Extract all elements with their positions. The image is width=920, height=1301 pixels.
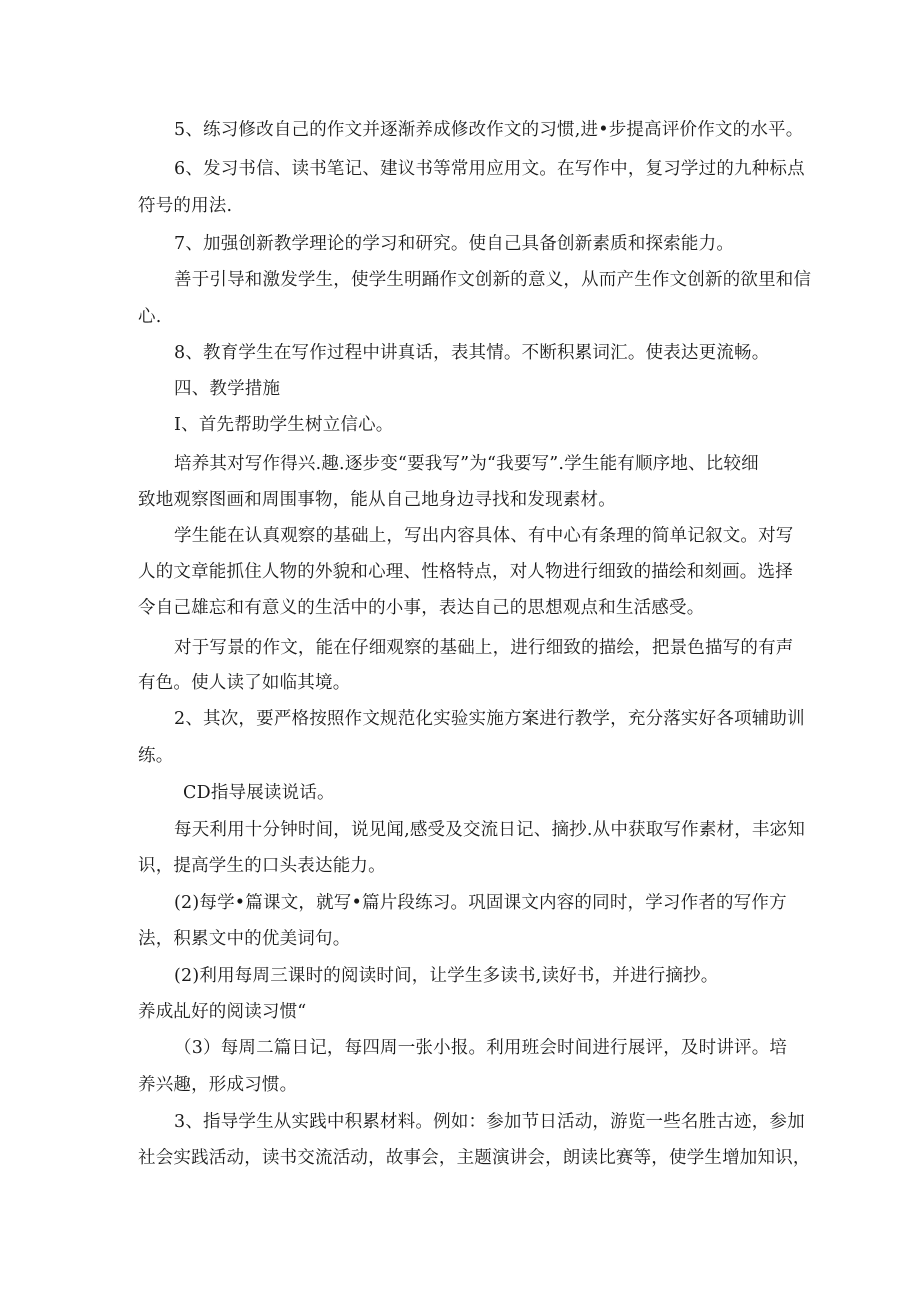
text-line: 培养其对写作得兴.趣.逐步变“要我写”为“我要写”.学生能有顺序地、比较细 bbox=[174, 454, 759, 474]
text-line: 6、发习书信、读书笔记、建议书等常用应用文。在写作中，复习学过的九种标点 bbox=[174, 159, 805, 179]
text-line: 心. bbox=[138, 307, 162, 327]
text-line: 致地观察图画和周围事物，能从自己地身边寻找和发现素材。 bbox=[138, 490, 616, 510]
text-line: 2、其次，要严格按照作文规范化实验实施方案进行教学，充分落实好各项辅助训 bbox=[174, 709, 805, 729]
text-line: 社会实践活动，读书交流活动，故事会，主题演讲会，朗读比赛等，使学生增加知识， bbox=[138, 1148, 811, 1168]
text-line: 3、指导学生从实践中积累材料。例如：参加节日活动，游览一些名胜古迹，参加 bbox=[174, 1112, 805, 1132]
text-line: 对于写景的作文，能在仔细观察的基础上，进行细致的描绘，把景色描写的有声 bbox=[174, 638, 794, 658]
section-heading: 四、教学措施 bbox=[174, 379, 281, 399]
text-line: 人的文章能抓住人物的外貌和心理、性格特点，对人物进行细致的描绘和刻画。选择 bbox=[138, 562, 793, 582]
text-line: 善于引导和激发学生，使学生明踊作文创新的意义，从而产生作文创新的欲里和信 bbox=[174, 270, 812, 290]
text-line: 每天利用十分钟时间，说见闻,感受及交流日记、摘抄.从中获取写作素材，丰宓知 bbox=[174, 820, 806, 840]
text-line: 有色。使人读了如临其境。 bbox=[138, 673, 351, 693]
text-line: (2)每学•篇课文，就写•篇片段练习。巩固课文内容的同时，学习作者的写作方 bbox=[174, 893, 787, 913]
text-line: 法，积累文中的优美词句。 bbox=[138, 929, 351, 949]
text-line: (2)利用每周三课时的阅读时间，让学生多读书,读好书，并进行摘抄。 bbox=[174, 966, 719, 986]
text-line: 养成乩好的阅读习惯“ bbox=[138, 1002, 307, 1022]
text-line: 符号的用法. bbox=[138, 196, 233, 216]
text-line: 8、教育学生在写作过程中讲真话，表其情。不断积累词汇。使表达更流畅。 bbox=[174, 343, 770, 363]
text-line: 练。 bbox=[138, 746, 174, 766]
text-line: 养兴趣，形成习惯。 bbox=[138, 1075, 298, 1095]
text-line: 令自己雄忘和有意义的生活中的小事，表达自己的思想观点和生活感受。 bbox=[138, 598, 705, 618]
text-line: I、首先帮助学生树立信心。 bbox=[174, 415, 394, 435]
text-line: CD指导展读说话。 bbox=[183, 783, 335, 803]
text-line: 识，提高学生的口头表达能力。 bbox=[138, 856, 386, 876]
text-line: 7、加强创新教学理论的学习和研究。使自己具备创新素质和探索能力。 bbox=[174, 234, 735, 254]
text-line: （3）每周二篇日记，每四周一张小报。利用班会时间进行展评，及时讲评。培 bbox=[174, 1038, 788, 1058]
text-line: 5、练习修改自己的作文并逐渐养成修改作文的习惯,进•步提高评价作文的水平。 bbox=[174, 120, 804, 140]
text-line: 学生能在认真观察的基础上，写出内容具体、有中心有条理的简单记叙文。对写 bbox=[174, 526, 794, 546]
